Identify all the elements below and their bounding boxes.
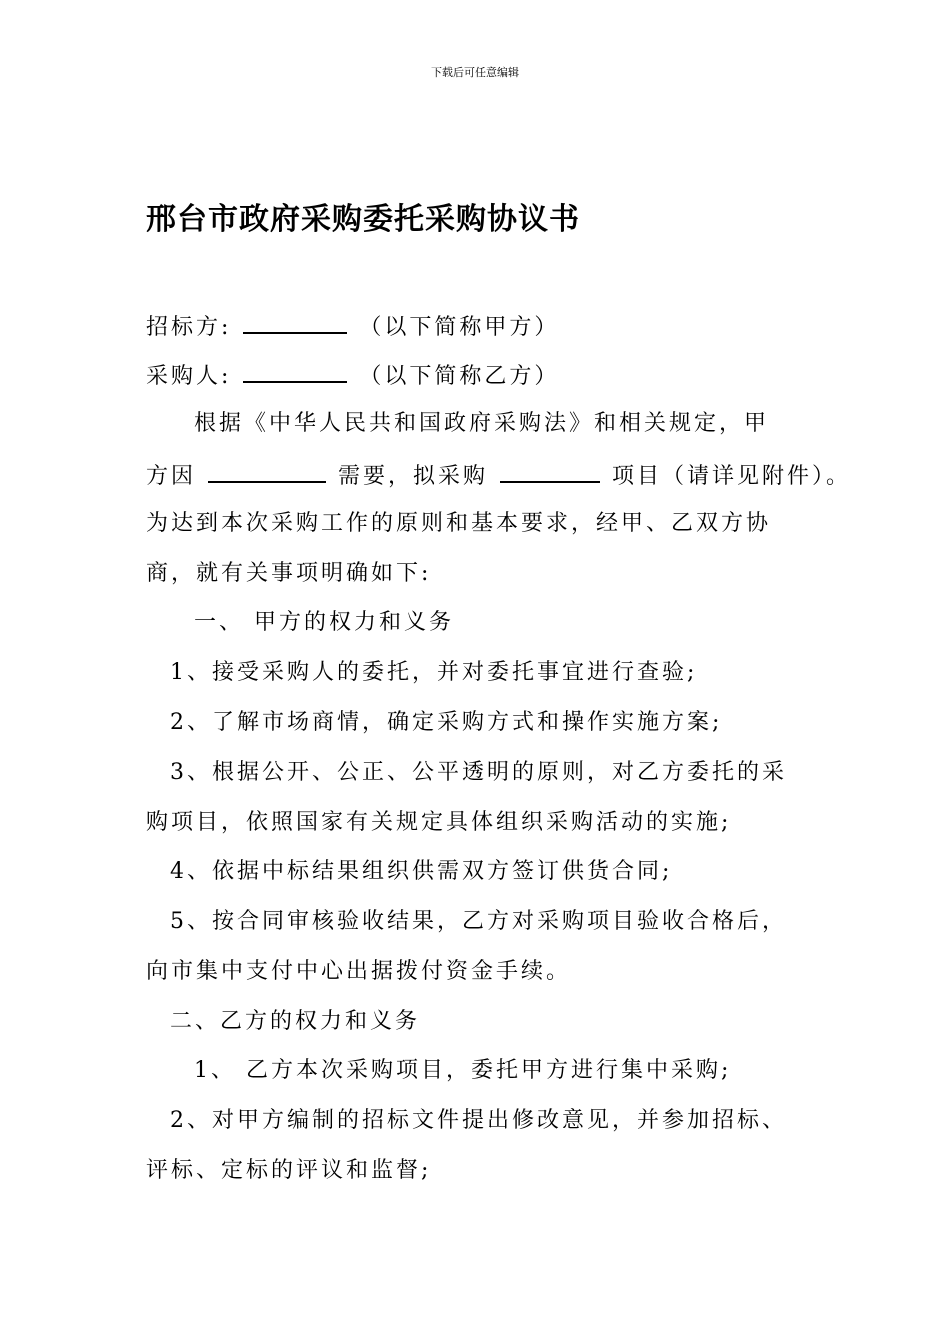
intro-line-2-b: 需要，拟采购	[338, 464, 489, 489]
intro-line-2	[146, 459, 851, 492]
reason-blank	[208, 459, 326, 483]
party-a-line	[146, 310, 559, 343]
s1-item-5-line-2: 向市集中支付中心出据拨付资金手续。	[146, 959, 572, 984]
party-b-suffix: （以下简称乙方）	[359, 364, 560, 389]
party-b-blank	[243, 359, 347, 383]
s1-item-1: 1、接受采购人的委托，并对委托事宜进行查验;	[170, 660, 698, 685]
document-title: 邢台市政府采购委托采购协议书	[146, 202, 580, 237]
s1-item-2: 2、了解市场商情，确定采购方式和操作实施方案;	[170, 710, 723, 735]
intro-line-3: 为达到本次采购工作的原则和基本要求，经甲、乙双方协	[146, 511, 772, 536]
page-header-note: 下载后可任意编辑	[431, 66, 519, 79]
intro-line-1: 根据《中华人民共和国政府采购法》和相关规定，甲	[194, 411, 770, 436]
intro-line-2-a: 方因	[146, 464, 197, 489]
s2-item-2-line-1: 2、对甲方编制的招标文件提出修改意见，并参加招标、	[170, 1108, 787, 1133]
intro-line-2-c: 项目（请详见附件）。	[612, 464, 852, 489]
party-b-line	[146, 359, 559, 392]
s1-item-4: 4、依据中标结果组织供需双方签订供货合同;	[170, 859, 673, 884]
s1-item-3-line-1: 3、根据公开、公正、公平透明的原则，对乙方委托的采	[170, 760, 787, 785]
party-b-label: 采购人:	[146, 364, 232, 389]
s1-item-5-line-1: 5、按合同审核验收结果，乙方对采购项目验收合格后，	[170, 909, 787, 934]
party-a-label: 招标方:	[146, 315, 232, 340]
party-a-suffix: （以下简称甲方）	[359, 315, 560, 340]
s1-item-3-line-2: 购项目，依照国家有关规定具体组织采购活动的实施;	[146, 810, 732, 835]
section-1-heading: 一、 甲方的权力和义务	[194, 610, 454, 635]
s2-item-1: 1、 乙方本次采购项目，委托甲方进行集中采购;	[194, 1058, 732, 1083]
party-a-blank	[243, 310, 347, 334]
intro-line-4: 商，就有关事项明确如下:	[146, 561, 432, 586]
section-2-heading: 二、乙方的权力和义务	[170, 1009, 421, 1034]
s2-item-2-line-2: 评标、定标的评议和监督;	[146, 1158, 432, 1183]
project-blank	[500, 459, 600, 483]
